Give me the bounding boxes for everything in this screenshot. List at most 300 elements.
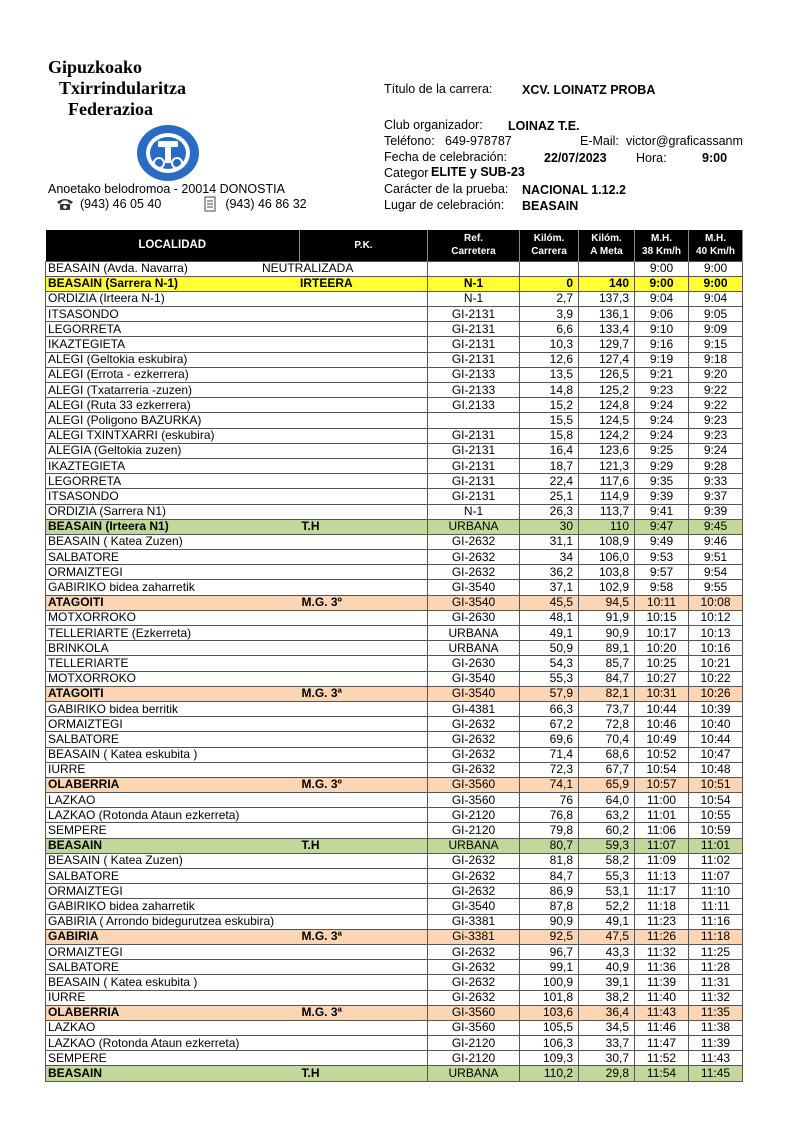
- row-time-38: 10:11: [635, 595, 689, 610]
- row-time-40: 10:22: [689, 671, 743, 686]
- row-location-cell: [46, 534, 300, 549]
- row-km-to-finish: 94,5: [579, 595, 635, 610]
- table-row: [46, 291, 743, 306]
- row-location: ATAGOITI: [48, 595, 104, 610]
- row-km-to-finish: 84,7: [579, 671, 635, 686]
- row-location: ALEGIA (Geltokia zuzen): [48, 443, 182, 458]
- row-km-to-finish: 72,8: [579, 717, 635, 732]
- row-location-cell: [46, 869, 300, 884]
- row-road-ref: GI-2632: [428, 884, 520, 899]
- hour-value: 9:00: [702, 151, 728, 165]
- row-km-race: 96,7: [520, 944, 579, 959]
- row-time-40: 10:44: [689, 732, 743, 747]
- row-location-cell: [46, 458, 300, 473]
- place-value: BEASAIN: [522, 199, 579, 213]
- row-location-cell: [46, 413, 300, 428]
- row-time-40: 11:32: [689, 990, 743, 1005]
- row-road-ref: GI-3540: [428, 595, 520, 610]
- row-location: IKAZTEGIETA: [48, 458, 126, 473]
- row-location-cell: [46, 580, 300, 595]
- row-road-ref: GI-2632: [428, 565, 520, 580]
- row-location: GABIRIA ( Arrondo bidegurutzea eskubira): [48, 914, 275, 929]
- row-location: OLABERRIA: [48, 1005, 120, 1020]
- row-km-race: 13,5: [520, 367, 579, 382]
- header-ref: [428, 230, 520, 261]
- row-road-ref: GI-2632: [428, 990, 520, 1005]
- row-pk: [300, 413, 428, 428]
- row-km-to-finish: 30,7: [579, 1051, 635, 1066]
- table-row: [46, 519, 743, 534]
- row-km-race: 14,8: [520, 383, 579, 398]
- category-value: ELITE y SUB-23: [431, 165, 525, 179]
- row-time-40: 11:02: [689, 853, 743, 868]
- table-row: [46, 383, 743, 398]
- row-km-to-finish: 106,0: [579, 550, 635, 565]
- row-km-to-finish: 137,3: [579, 291, 635, 306]
- row-location: BRINKOLA: [48, 640, 109, 655]
- row-pk: [300, 701, 428, 716]
- row-road-ref: N-1: [428, 291, 520, 306]
- row-km-race: 37,1: [520, 580, 579, 595]
- row-km-to-finish: 73,7: [579, 701, 635, 716]
- row-time-38: 10:20: [635, 641, 689, 656]
- header-mh38-line-2: 38 Km/h: [642, 246, 681, 258]
- row-time-40: 9:00: [689, 261, 743, 276]
- table-row: [46, 534, 743, 549]
- row-road-ref: GI-2131: [428, 458, 520, 473]
- row-time-38: 9:24: [635, 398, 689, 413]
- row-km-to-finish: 89,1: [579, 641, 635, 656]
- row-road-ref: GI-2632: [428, 975, 520, 990]
- row-km-race: 22,4: [520, 474, 579, 489]
- table-row: [46, 458, 743, 473]
- row-location: LAZKAO (Rotonda Ataun ezkerreta): [48, 807, 240, 822]
- table-row: [46, 322, 743, 337]
- row-pk: [300, 550, 428, 565]
- row-km-race: 100,9: [520, 975, 579, 990]
- row-road-ref: GI-2131: [428, 474, 520, 489]
- row-km-race: 50,9: [520, 641, 579, 656]
- row-location-cell: [46, 322, 300, 337]
- row-location-cell: [46, 914, 300, 929]
- row-pk: T.H: [300, 1066, 428, 1081]
- row-km-race: 45,5: [520, 595, 579, 610]
- row-road-ref: GI-2120: [428, 808, 520, 823]
- row-road-ref: GI-2632: [428, 717, 520, 732]
- row-location-cell: [46, 307, 300, 322]
- row-km-to-finish: 40,9: [579, 960, 635, 975]
- row-road-ref: GI-3540: [428, 671, 520, 686]
- row-road-ref: GI-2131: [428, 428, 520, 443]
- row-km-race: 76,8: [520, 808, 579, 823]
- row-location-cell: [46, 489, 300, 504]
- row-road-ref: URBANA: [428, 641, 520, 656]
- row-pk: [300, 960, 428, 975]
- row-pk: [300, 626, 428, 641]
- row-km-race: 106,3: [520, 1036, 579, 1051]
- row-time-38: 11:46: [635, 1020, 689, 1035]
- row-location: ALEGI (Poligono BAZURKA): [48, 412, 202, 427]
- row-time-38: 11:06: [635, 823, 689, 838]
- row-location-cell: [46, 610, 300, 625]
- row-location: ITSASONDO: [48, 306, 119, 321]
- row-pk: [300, 1051, 428, 1066]
- row-location-cell: [46, 777, 300, 792]
- row-road-ref: URBANA: [428, 1066, 520, 1081]
- row-km-to-finish: 63,2: [579, 808, 635, 823]
- row-location-cell: [46, 291, 300, 306]
- character-value: NACIONAL 1.12.2: [522, 183, 626, 197]
- row-time-38: 9:29: [635, 458, 689, 473]
- row-km-to-finish: 43,3: [579, 944, 635, 959]
- row-location: SALBATORE: [48, 731, 119, 746]
- row-time-40: 10:54: [689, 793, 743, 808]
- row-road-ref: GI-2632: [428, 960, 520, 975]
- row-road-ref: GI-2131: [428, 322, 520, 337]
- row-km-to-finish: 52,2: [579, 899, 635, 914]
- row-time-38: 11:43: [635, 1005, 689, 1020]
- row-km-to-finish: 36,4: [579, 1005, 635, 1020]
- federation-address: Anoetako belodromoa - 20014 DONOSTIA: [48, 182, 285, 196]
- row-km-race: 48,1: [520, 610, 579, 625]
- row-km-to-finish: 140: [579, 276, 635, 291]
- row-road-ref: GI-2632: [428, 732, 520, 747]
- row-time-38: 11:07: [635, 838, 689, 853]
- row-time-38: 10:44: [635, 701, 689, 716]
- row-time-40: 9:46: [689, 534, 743, 549]
- row-location: ORMAIZTEGI: [48, 944, 123, 959]
- row-km-to-finish: 123,6: [579, 443, 635, 458]
- row-location: ALEGI (Ruta 33 ezkerrera): [48, 397, 191, 412]
- row-km-to-finish: 70,4: [579, 732, 635, 747]
- row-location-cell: [46, 1066, 300, 1081]
- race-itinerary-table: [45, 230, 743, 1082]
- row-km-race: 76: [520, 793, 579, 808]
- row-time-40: 11:35: [689, 1005, 743, 1020]
- row-pk: [300, 474, 428, 489]
- row-time-38: 9:10: [635, 322, 689, 337]
- row-road-ref: GI-2120: [428, 1051, 520, 1066]
- row-time-38: 11:54: [635, 1066, 689, 1081]
- row-road-ref: [428, 261, 520, 276]
- row-time-40: 10:51: [689, 777, 743, 792]
- row-pk: [300, 808, 428, 823]
- row-pk: [300, 1020, 428, 1035]
- row-location-cell: [46, 793, 300, 808]
- row-pk: [300, 717, 428, 732]
- row-km-race: 57,9: [520, 686, 579, 701]
- row-time-38: 9:04: [635, 291, 689, 306]
- row-location: ITSASONDO: [48, 488, 119, 503]
- row-time-38: 11:17: [635, 884, 689, 899]
- table-row: [46, 1005, 743, 1020]
- row-time-40: 11:31: [689, 975, 743, 990]
- row-km-to-finish: 53,1: [579, 884, 635, 899]
- row-pk: [300, 884, 428, 899]
- row-location-cell: [46, 352, 300, 367]
- row-location-cell: [46, 732, 300, 747]
- row-km-race: 67,2: [520, 717, 579, 732]
- row-pk: [300, 458, 428, 473]
- row-time-40: 9:33: [689, 474, 743, 489]
- table-row: [46, 838, 743, 853]
- row-time-38: 9:19: [635, 352, 689, 367]
- table-row: [46, 580, 743, 595]
- row-pk: M.G. 3º: [300, 777, 428, 792]
- row-time-38: 10:27: [635, 671, 689, 686]
- table-row: [46, 929, 743, 944]
- federation-name-line-3: Federazioa: [68, 99, 153, 119]
- row-pk: [300, 352, 428, 367]
- header-km-line-1: Kilóm.: [533, 233, 565, 245]
- row-time-38: 11:39: [635, 975, 689, 990]
- row-km-race: 72,3: [520, 762, 579, 777]
- row-location-cell: [46, 899, 300, 914]
- row-pk: [300, 291, 428, 306]
- row-km-to-finish: 65,9: [579, 777, 635, 792]
- row-km-race: 80,7: [520, 838, 579, 853]
- row-road-ref: GI-2632: [428, 747, 520, 762]
- row-road-ref: GI-2131: [428, 489, 520, 504]
- row-km-race: 101,8: [520, 990, 579, 1005]
- row-location: SALBATORE: [48, 549, 119, 564]
- row-time-38: 9:58: [635, 580, 689, 595]
- row-km-to-finish: 121,3: [579, 458, 635, 473]
- phone-value: 649-978787: [445, 134, 512, 148]
- date-value: 22/07/2023: [544, 151, 607, 165]
- row-time-40: 9:00: [689, 276, 743, 291]
- row-km-race: 3,9: [520, 307, 579, 322]
- row-time-38: 10:52: [635, 747, 689, 762]
- row-pk: [300, 1036, 428, 1051]
- row-time-40: 10:08: [689, 595, 743, 610]
- row-time-38: 11:26: [635, 929, 689, 944]
- row-km-to-finish: 58,2: [579, 853, 635, 868]
- row-pk: [300, 944, 428, 959]
- row-time-40: 10:59: [689, 823, 743, 838]
- row-time-38: 11:09: [635, 853, 689, 868]
- row-location: LAZKAO: [48, 792, 96, 807]
- row-location: ALEGI (Txatarreria -zuzen): [48, 382, 193, 397]
- row-km-race: 109,3: [520, 1051, 579, 1066]
- row-time-38: 9:57: [635, 565, 689, 580]
- row-location: BEASAIN: [48, 1066, 103, 1081]
- table-row: [46, 747, 743, 762]
- row-location-cell: [46, 550, 300, 565]
- row-time-40: 10:21: [689, 656, 743, 671]
- row-road-ref: GI-2632: [428, 534, 520, 549]
- row-km-to-finish: 125,2: [579, 383, 635, 398]
- row-location: TELLERIARTE: [48, 655, 129, 670]
- row-km-to-finish: 124,8: [579, 398, 635, 413]
- row-km-race: 2,7: [520, 291, 579, 306]
- row-time-38: 11:32: [635, 944, 689, 959]
- row-road-ref: GI-3381: [428, 914, 520, 929]
- row-time-40: 11:11: [689, 899, 743, 914]
- row-time-40: 11:01: [689, 838, 743, 853]
- row-km-race: 54,3: [520, 656, 579, 671]
- row-km-race: 81,8: [520, 853, 579, 868]
- row-pk: [300, 322, 428, 337]
- row-time-38: 11:18: [635, 899, 689, 914]
- row-road-ref: GI-2133: [428, 367, 520, 382]
- row-pk: [300, 489, 428, 504]
- table-row: [46, 337, 743, 352]
- row-location-cell: [46, 808, 300, 823]
- row-time-38: 9:35: [635, 474, 689, 489]
- phone-label: Teléfono:: [384, 134, 435, 148]
- row-time-38: 9:00: [635, 261, 689, 276]
- table-row: [46, 443, 743, 458]
- row-km-race: 12,6: [520, 352, 579, 367]
- table-row: [46, 489, 743, 504]
- row-km-to-finish: 68,6: [579, 747, 635, 762]
- row-time-38: 10:15: [635, 610, 689, 625]
- row-road-ref: GI-2120: [428, 823, 520, 838]
- row-time-38: 9:23: [635, 383, 689, 398]
- row-location: ALEGI TXINTXARRI (eskubira): [48, 428, 215, 443]
- row-km-race: 16,4: [520, 443, 579, 458]
- table-row: [46, 762, 743, 777]
- row-time-38: 11:23: [635, 914, 689, 929]
- row-pk: [300, 398, 428, 413]
- row-road-ref: GI-2632: [428, 853, 520, 868]
- table-row: [46, 1020, 743, 1035]
- table-row: [46, 1066, 743, 1081]
- federation-name-line-2: Txirrindularitza: [59, 78, 186, 98]
- row-time-40: 11:28: [689, 960, 743, 975]
- row-location-cell: [46, 853, 300, 868]
- row-time-40: 11:45: [689, 1066, 743, 1081]
- header-mh38-line-1: M.H.: [650, 233, 673, 245]
- row-km-race: 0: [520, 276, 579, 291]
- row-time-40: 9:22: [689, 383, 743, 398]
- row-time-40: 9:39: [689, 504, 743, 519]
- row-location-cell: [46, 626, 300, 641]
- row-pk: [300, 914, 428, 929]
- table-row: [46, 656, 743, 671]
- row-time-38: 11:40: [635, 990, 689, 1005]
- row-note: NEUTRALIZADA: [262, 260, 354, 275]
- table-row: [46, 413, 743, 428]
- row-time-38: 9:24: [635, 413, 689, 428]
- table-row: [46, 869, 743, 884]
- federation-logo-icon: [135, 123, 201, 183]
- row-road-ref: GI-2632: [428, 944, 520, 959]
- row-road-ref: GI-3560: [428, 793, 520, 808]
- row-pk: [300, 762, 428, 777]
- header-mh40-line-1: M.H.: [704, 233, 727, 245]
- federation-name-line-1: Gipuzkoako: [48, 57, 143, 77]
- club-label: Club organizador:: [384, 118, 483, 132]
- row-location: TELLERIARTE (Ezkerreta): [48, 625, 192, 640]
- row-time-38: 10:31: [635, 686, 689, 701]
- federation-phones: [56, 197, 307, 211]
- row-km-race: 55,3: [520, 671, 579, 686]
- row-km-to-finish: 124,5: [579, 413, 635, 428]
- table-row: [46, 276, 743, 291]
- row-location: IURRE: [48, 762, 86, 777]
- row-km-race: 74,1: [520, 777, 579, 792]
- row-time-38: 11:36: [635, 960, 689, 975]
- row-km-race: 71,4: [520, 747, 579, 762]
- row-location-cell: [46, 990, 300, 1005]
- table-row: [46, 823, 743, 838]
- row-road-ref: N-1: [428, 276, 520, 291]
- row-km-to-finish: 64,0: [579, 793, 635, 808]
- row-time-40: 10:48: [689, 762, 743, 777]
- row-time-40: 11:16: [689, 914, 743, 929]
- row-location-cell: [46, 565, 300, 580]
- row-location-cell: [46, 428, 300, 443]
- table-row: [46, 732, 743, 747]
- row-road-ref: GI-3560: [428, 777, 520, 792]
- club-value: LOINAZ T.E.: [508, 119, 580, 133]
- row-time-40: 9:37: [689, 489, 743, 504]
- table-row: [46, 626, 743, 641]
- row-location-cell: [46, 1005, 300, 1020]
- row-km-to-finish: 129,7: [579, 337, 635, 352]
- header-km-line-2: Carrera: [531, 246, 567, 258]
- row-road-ref: GI-2630: [428, 656, 520, 671]
- row-km-to-finish: 67,7: [579, 762, 635, 777]
- row-pk: [300, 307, 428, 322]
- row-road-ref: URBANA: [428, 838, 520, 853]
- table-row: [46, 671, 743, 686]
- header-meta: [579, 230, 635, 261]
- row-location-cell: [46, 1051, 300, 1066]
- row-time-38: 10:49: [635, 732, 689, 747]
- row-road-ref: GI-3560: [428, 1020, 520, 1035]
- row-location-cell: [46, 641, 300, 656]
- row-pk: M.G. 3ª: [300, 929, 428, 944]
- table-row: [46, 550, 743, 565]
- header-ref-line-2: Carretera: [451, 246, 496, 258]
- row-km-race: 90,9: [520, 914, 579, 929]
- row-road-ref: GI-2630: [428, 610, 520, 625]
- row-km-race: 66,3: [520, 701, 579, 716]
- row-time-40: 10:12: [689, 610, 743, 625]
- row-km-to-finish: 90,9: [579, 626, 635, 641]
- row-time-40: 9:20: [689, 367, 743, 382]
- row-time-38: 10:54: [635, 762, 689, 777]
- row-time-40: 9:23: [689, 428, 743, 443]
- email-value: victor@graficassanm: [626, 134, 743, 148]
- row-pk: [300, 504, 428, 519]
- row-location: SALBATORE: [48, 868, 119, 883]
- character-label: Carácter de la prueba:: [384, 182, 509, 196]
- table-row: [46, 686, 743, 701]
- row-pk: [300, 990, 428, 1005]
- row-location-cell: [46, 929, 300, 944]
- row-time-38: 9:16: [635, 337, 689, 352]
- row-pk: [300, 337, 428, 352]
- hour-label: Hora:: [636, 151, 667, 165]
- row-time-40: 9:18: [689, 352, 743, 367]
- row-pk: [300, 747, 428, 762]
- row-time-40: 11:43: [689, 1051, 743, 1066]
- row-location-cell: [46, 367, 300, 382]
- table-row: [46, 307, 743, 322]
- place-label: Lugar de celebración:: [384, 198, 505, 212]
- row-km-to-finish: 126,5: [579, 367, 635, 382]
- row-location-cell: [46, 823, 300, 838]
- row-location: LAZKAO (Rotonda Ataun ezkerreta): [48, 1035, 240, 1050]
- row-location: SEMPERE: [48, 823, 107, 838]
- row-pk: [300, 732, 428, 747]
- row-location-cell: [46, 884, 300, 899]
- row-location: GABIRIKO bidea berritik: [48, 701, 179, 716]
